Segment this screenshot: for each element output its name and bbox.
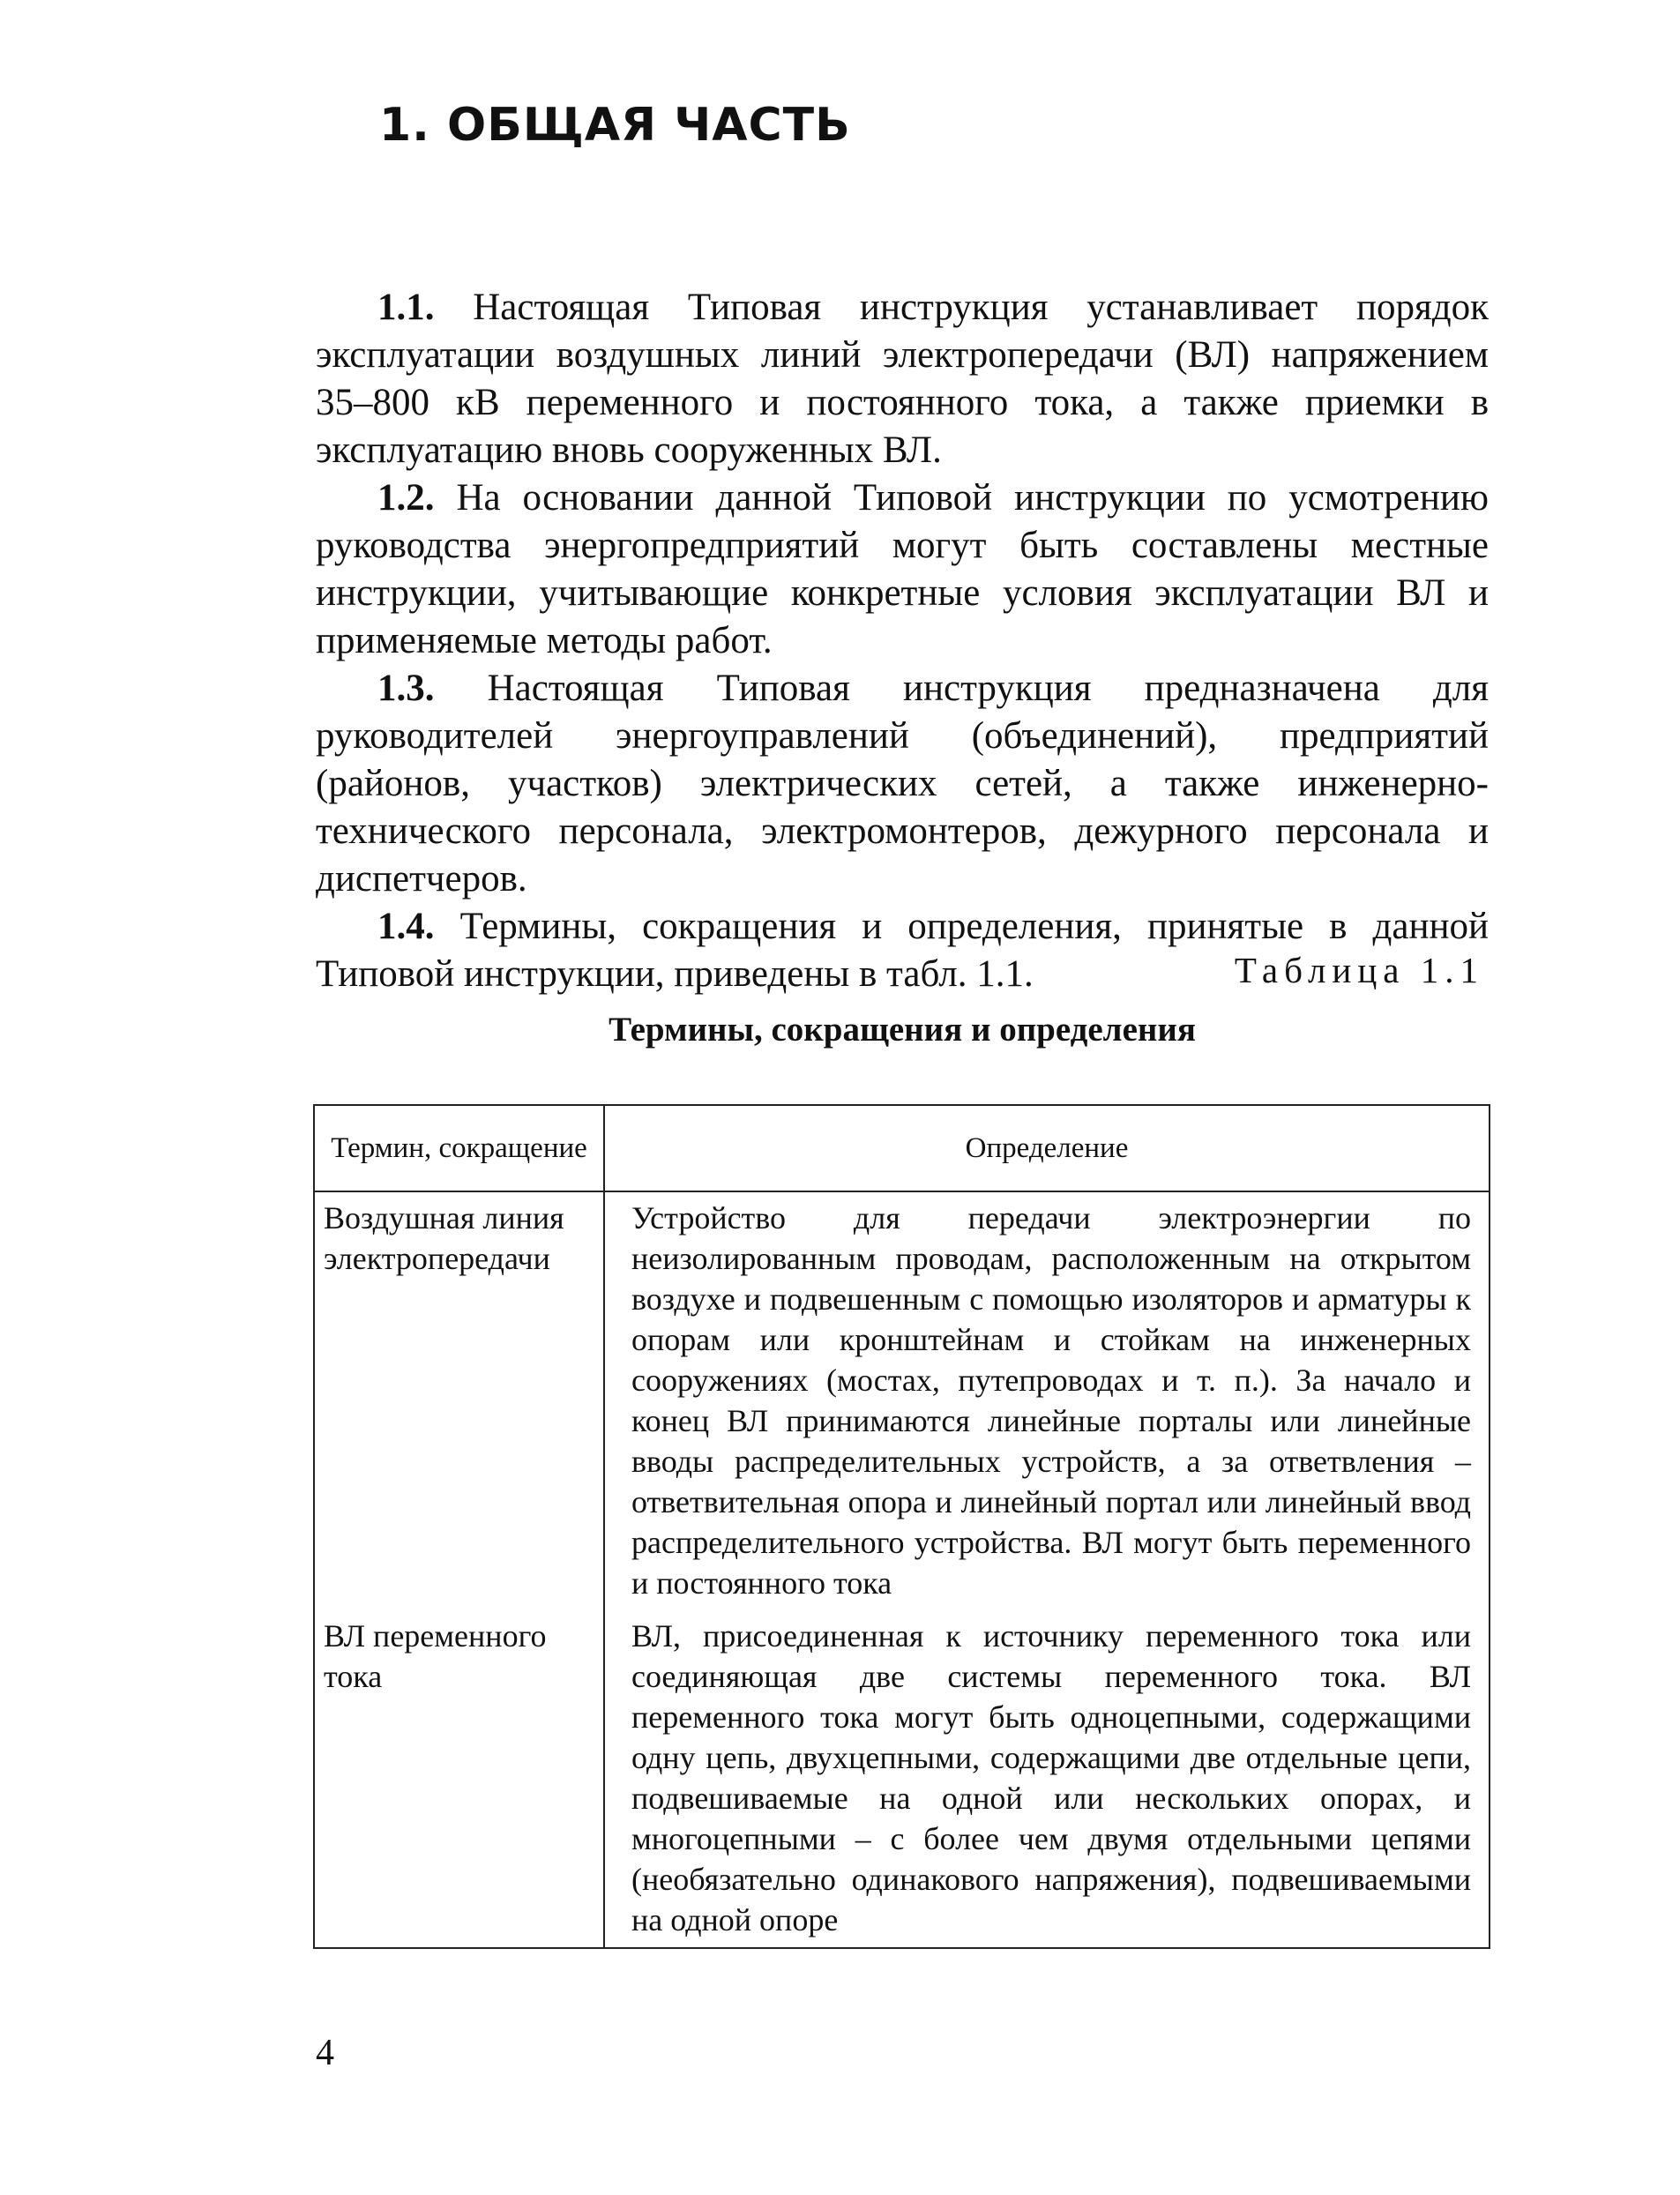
table-row [314,1191,1490,1610]
paragraph-text: Термины, сокращения и определения, принятые в данной Типовой инструкции, приведены в табл. 1.1. [316,906,1490,995]
term-cell: Воздушная линия электропередачи [314,1191,604,1610]
paragraph-number: 1.1. [377,287,435,328]
page-number: 4 [316,2033,334,2073]
paragraph-1-2 [316,474,1489,665]
header-definition: Определение [604,1105,1490,1191]
paragraph-text: Настоящая Типовая инструкция предназначена для руководителей энергоуправлений (объединений), предприятий (районов, участков) электрических сетей, а также инженерно-технического персонала, электромонтеров, дежурного персонала и диспетчеров. [316,668,1489,900]
paragraph-number: 1.4. [377,906,435,947]
body-text [316,284,1489,998]
paragraph-1-3 [316,665,1489,903]
header-term: Термин, сокращение [314,1105,604,1191]
table-row [314,1610,1490,1948]
paragraph-text: На основании данной Типовой инструкции по усмотрению руководства энергопредприятий могут быть составлены местные инструкции, учитывающие конкретные условия эксплуатации ВЛ и применяемые методы работ. [316,477,1489,661]
table-header-row [314,1105,1490,1191]
definition-cell: ВЛ, присоединенная к источнику переменного тока или соединяющая две системы переменного тока. ВЛ переменного тока могут быть одноцепными, содержащими одну цепь, двухцепными, содержащими две отдельные цепи, подвешиваемые на одной или нескольких опорах, и многоцепными – с более чем двумя отдельными цепями (необязательно одинакового напряжения), подвешиваемыми на одной опоре [604,1610,1490,1948]
definition-cell: Устройство для передачи электроэнергии по неизолированным проводам, расположенным на открытом воздухе и подвешенным с помощью изоляторов и арматуры к опорам или кронштейнам и стойкам на инженерных сооружениях (мостах, путепроводах и т. п.). За начало и конец ВЛ принимаются линейные порталы или линейные вводы распределительных устройств, а за ответвления – ответвительная опора и линейный портал или линейный ввод распределительного устройства. ВЛ могут быть переменного и постоянного тока [604,1191,1490,1610]
table-caption: Таблица 1.1 [1234,950,1484,990]
paragraph-number: 1.3. [377,668,435,709]
paragraph-text: Настоящая Типовая инструкция устанавливает порядок эксплуатации воздушных линий электропередачи (ВЛ) напряжением 35–800 кВ переменного и постоянного тока, а также приемки в эксплуатацию вновь сооруженных ВЛ. [316,287,1490,471]
term-cell: ВЛ переменного тока [314,1610,604,1948]
section-title: 1. ОБЩАЯ ЧАСТЬ [379,99,851,152]
terms-table [313,1104,1490,1949]
paragraph-number: 1.2. [377,477,435,519]
table-title: Термины, сокращения и определения [609,1011,1196,1049]
paragraph-1-1 [316,284,1489,474]
